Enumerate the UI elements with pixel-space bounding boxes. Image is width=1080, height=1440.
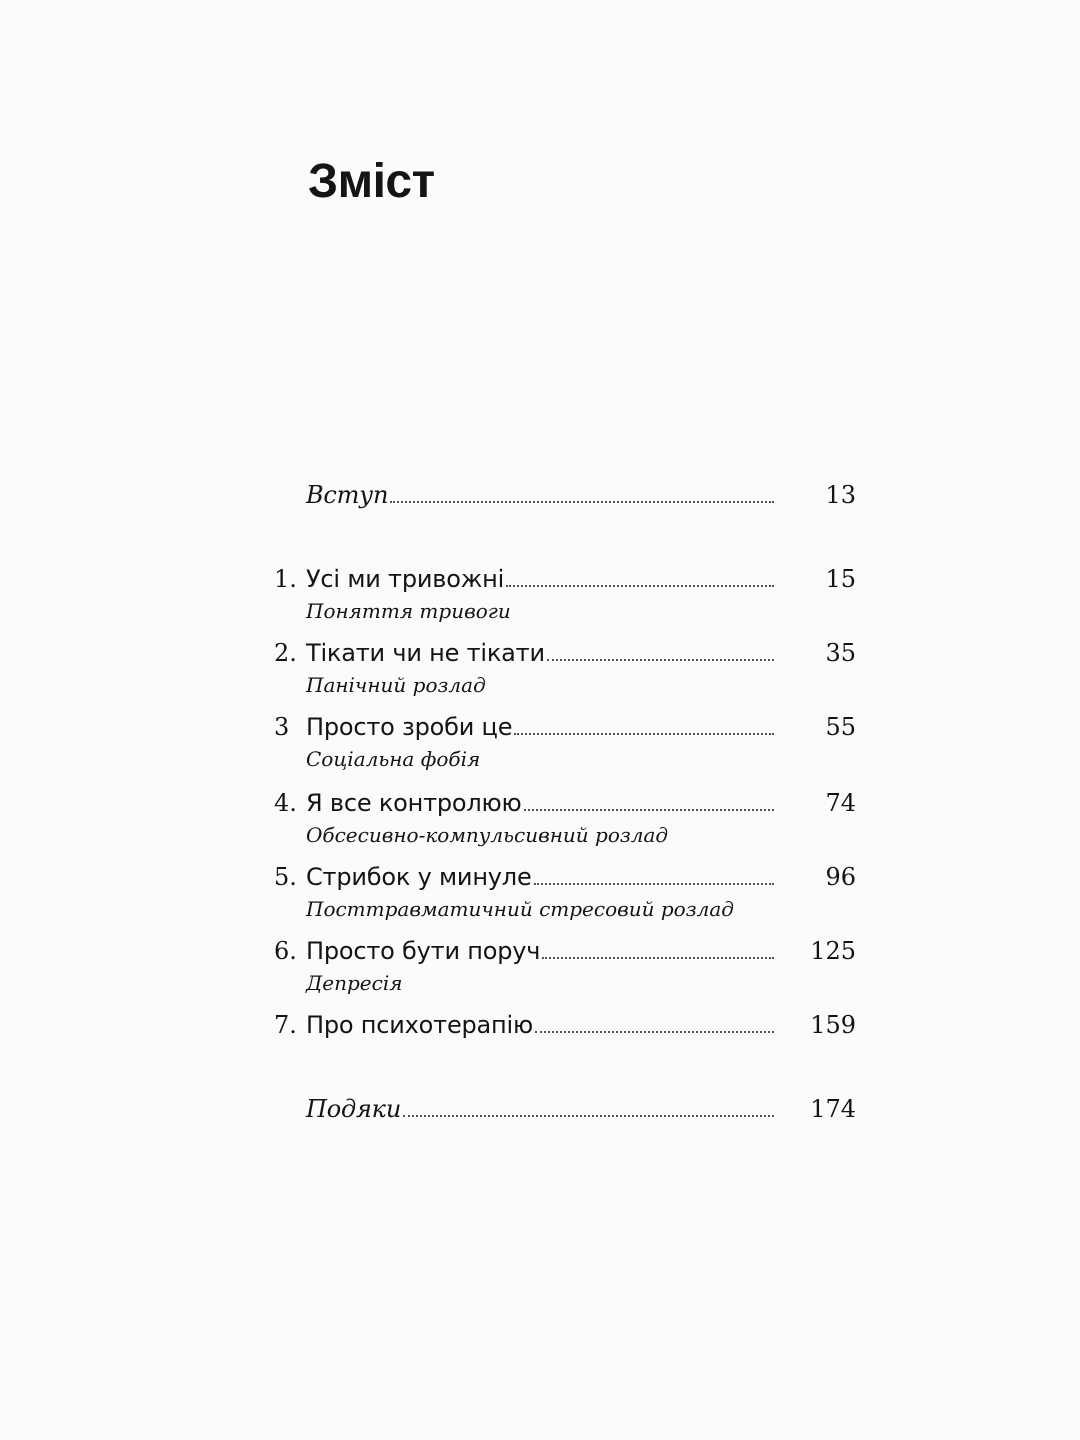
toc-page-number: 15: [825, 565, 856, 593]
dot-leader: [514, 733, 774, 735]
toc-entry-chapter-6: [270, 934, 860, 995]
toc-entry-chapter-4: [270, 786, 860, 847]
toc-entry-chapter-7: [270, 1008, 860, 1042]
chapter-title: Просто бути поруч: [306, 937, 541, 965]
dot-leader: [535, 1031, 774, 1033]
chapter-title: Стрибок у минуле: [306, 863, 532, 891]
toc-page-number: 96: [825, 863, 856, 891]
toc-page-number: 13: [825, 481, 856, 509]
toc-entry-intro: [270, 478, 860, 512]
chapter-title: Просто зроби це: [306, 713, 513, 741]
dot-leader: [534, 883, 774, 885]
dot-leader: [524, 809, 774, 811]
toc-entry-label: Подяки: [306, 1095, 402, 1123]
chapter-title: Про психотерапію: [306, 1011, 534, 1039]
page-title: Зміст: [308, 155, 435, 208]
chapter-title: Я все контролюю: [306, 789, 522, 817]
toc-entry-chapter-2: [270, 636, 860, 697]
toc-page-number: 35: [825, 639, 856, 667]
chapter-number: 4.: [274, 789, 297, 817]
chapter-number: 7.: [274, 1011, 297, 1039]
toc-entry-label: Вступ: [306, 481, 389, 509]
chapter-title: Тікати чи не тікати: [306, 639, 545, 667]
toc-entry-acknowledgements: [270, 1092, 860, 1126]
dot-leader: [547, 659, 774, 661]
dot-leader: [506, 585, 774, 587]
chapter-number: 2.: [274, 639, 297, 667]
dot-leader: [403, 1115, 774, 1117]
chapter-number: 3: [274, 713, 290, 741]
dot-leader: [390, 501, 774, 503]
chapter-title: Усі ми тривожні: [306, 565, 505, 593]
chapter-number: 6.: [274, 937, 297, 965]
chapter-subtitle: Обсесивно-компульсивний розлад: [306, 823, 669, 847]
toc-page-number: 159: [810, 1011, 856, 1039]
chapter-subtitle: Соціальна фобія: [306, 747, 481, 771]
chapter-subtitle: Поняття тривоги: [306, 599, 511, 623]
toc-entry-chapter-3: [270, 710, 860, 771]
chapter-number: 1.: [274, 565, 297, 593]
toc-entry-chapter-5: [270, 860, 860, 921]
toc-page-number: 74: [825, 789, 856, 817]
toc-page-number: 125: [810, 937, 856, 965]
chapter-subtitle: Панічний розлад: [306, 673, 486, 697]
chapter-number: 5.: [274, 863, 297, 891]
chapter-subtitle: Депресія: [306, 971, 403, 995]
toc-entry-chapter-1: [270, 562, 860, 623]
chapter-subtitle: Посттравматичний стресовий розлад: [306, 897, 734, 921]
dot-leader: [542, 957, 774, 959]
toc-page-number: 174: [810, 1095, 856, 1123]
toc-page-number: 55: [825, 713, 856, 741]
